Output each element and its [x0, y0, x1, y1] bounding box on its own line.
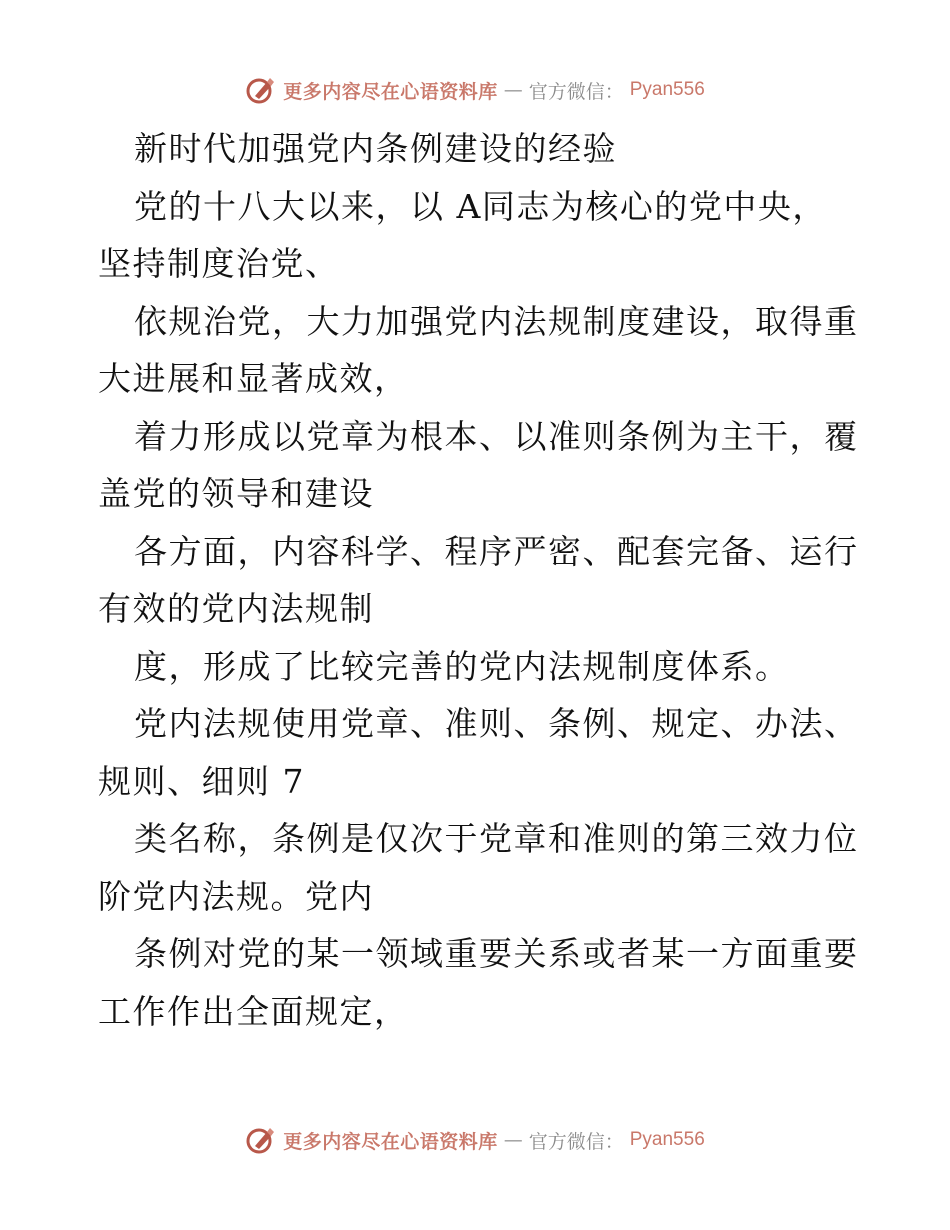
watermark-id: Pyan556: [629, 79, 705, 100]
paragraph-line: 着力形成以党章为根本、以准则条例为主干，覆: [134, 416, 859, 456]
paragraph-line: 规则、细则 7: [98, 761, 305, 801]
paragraph-line: 盖党的领导和建设: [98, 474, 374, 513]
pen-nib-circle-icon: [245, 1124, 277, 1156]
watermark-separator: —: [503, 1129, 523, 1151]
paragraph-line: 坚持制度治党、: [98, 244, 340, 283]
paragraph-line: 度，形成了比较完善的党内法规制度体系。: [134, 646, 790, 686]
paragraph-line: 依规治党，大力加强党内法规制度建设，取得重: [134, 301, 859, 341]
paragraph-line: 工作作出全面规定，: [98, 991, 409, 1031]
paragraph-line: 条例对党的某一领域重要关系或者某一方面重要: [134, 934, 859, 973]
paragraph-line: 党的十八大以来，以 A同志为核心的党中央，: [134, 186, 827, 226]
watermark-separator: —: [503, 79, 523, 101]
footer-watermark: [0, 1122, 950, 1158]
doc-title: 新时代加强党内条例建设的经验: [134, 129, 617, 168]
watermark-brand: 更多内容尽在心语资料库: [283, 1130, 498, 1153]
watermark-id: Pyan556: [629, 1129, 705, 1150]
paragraph-line: 各方面，内容科学、程序严密、配套完备、运行: [134, 531, 859, 571]
paragraph-line: 有效的党内法规制: [98, 589, 374, 628]
paragraph-line: 大进展和显著成效，: [98, 359, 409, 398]
paragraph-line: 类名称，条例是仅次于党章和准则的第三效力位: [134, 819, 859, 858]
paragraph-line: 阶党内法规。党内: [98, 876, 374, 916]
watermark-label: 官方微信：: [528, 80, 624, 103]
document-body: [98, 120, 858, 1040]
watermark-brand: 更多内容尽在心语资料库: [283, 80, 498, 103]
watermark-label: 官方微信：: [528, 1130, 624, 1153]
paragraph-line: 党内法规使用党章、准则、条例、规定、办法、: [134, 704, 859, 743]
header-watermark: [0, 72, 950, 108]
pen-nib-circle-icon: [245, 74, 277, 106]
